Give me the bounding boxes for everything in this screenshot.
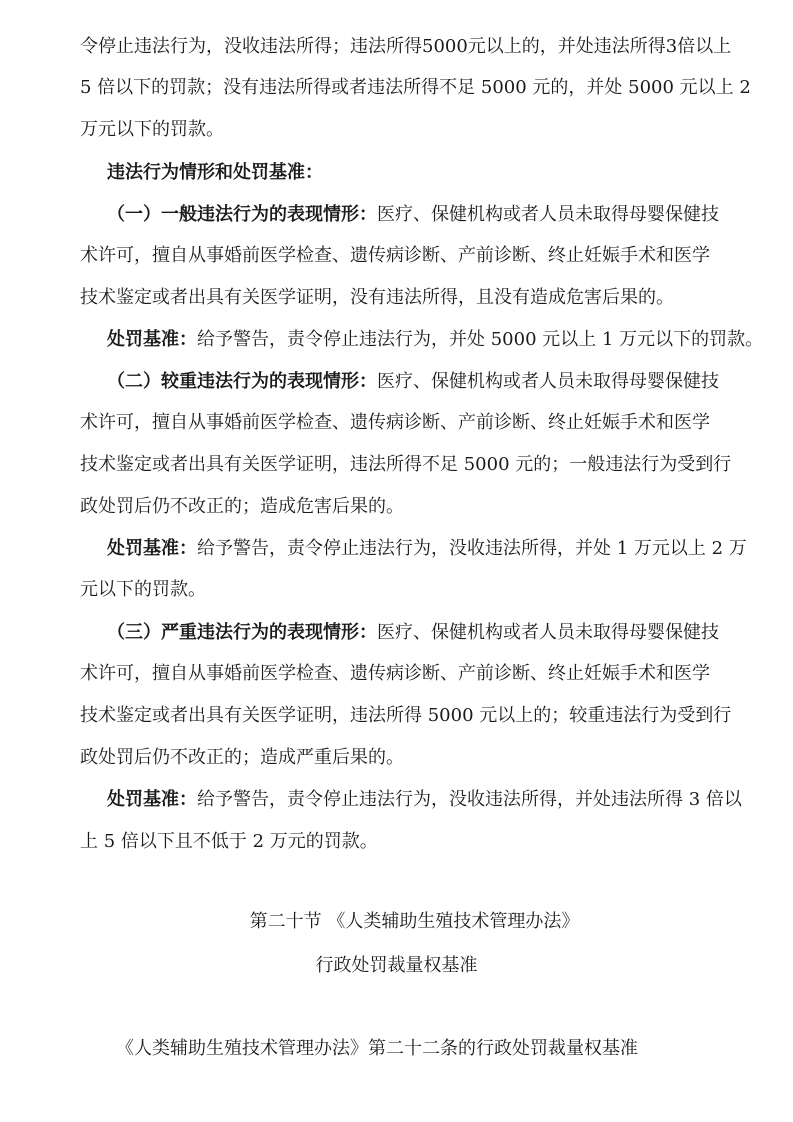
section-title-line2: 行政处罚裁量权基准 [315, 955, 478, 976]
case-severe-label: （三）严重违法行为的表现情形： [107, 622, 377, 643]
case-general-text: 医疗、保健机构或者人员未取得母婴保健技 [377, 204, 719, 225]
case-severe [107, 620, 747, 646]
section-title: 第二十节 《人类辅助生殖技术管理办法》 [249, 911, 580, 932]
penalty-severe [107, 787, 747, 813]
paragraph-line: 令停止违法行为，没收违法所得；违法所得5000元以上的，并处违法所得3倍以上 [80, 36, 732, 57]
penalty-general [107, 327, 764, 353]
section-subtitle: 《人类辅助生殖技术管理办法》第二十二条的行政处罚裁量权基准 [116, 1038, 638, 1059]
penalty-label: 处罚基准： [107, 538, 197, 559]
paragraph-line: 5 倍以下的罚款；没有违法所得或者违法所得不足 5000 元的，并处 5000 元以上 2 [80, 77, 751, 98]
paragraph-line: 技术鉴定或者出具有关医学证明，违法所得不足 5000 元的；一般违法行为受到行 [80, 454, 732, 475]
penalty-text: 给予警告，责令停止违法行为，并处 5000 元以上 1 万元以下的罚款。 [197, 329, 764, 350]
case-serious [107, 369, 747, 395]
paragraph-line: 术许可，擅自从事婚前医学检查、遗传病诊断、产前诊断、终止妊娠手术和医学 [80, 245, 710, 266]
paragraph-line: 术许可，擅自从事婚前医学检查、遗传病诊断、产前诊断、终止妊娠手术和医学 [80, 412, 710, 433]
penalty-text: 给予警告，责令停止违法行为，没收违法所得，并处 1 万元以上 2 万 [197, 538, 747, 559]
penalty-label: 处罚基准： [107, 789, 197, 810]
paragraph-line: 政处罚后仍不改正的；造成危害后果的。 [80, 496, 404, 517]
paragraph-line: 技术鉴定或者出具有关医学证明，违法所得 5000 元以上的；较重违法行为受到行 [80, 705, 732, 726]
case-serious-text: 医疗、保健机构或者人员未取得母婴保健技 [377, 371, 719, 392]
paragraph-line: 技术鉴定或者出具有关医学证明，没有违法所得，且没有造成危害后果的。 [80, 287, 674, 308]
penalty-text: 给予警告，责令停止违法行为，没收违法所得，并处违法所得 3 倍以 [197, 789, 742, 810]
penalty-label: 处罚基准： [107, 329, 197, 350]
case-general-label: （一）一般违法行为的表现情形： [107, 204, 377, 225]
paragraph-line: 元以下的罚款。 [80, 579, 206, 600]
paragraph-line: 政处罚后仍不改正的；造成严重后果的。 [80, 747, 404, 768]
case-general [107, 202, 747, 228]
penalty-serious [107, 536, 747, 562]
case-serious-label: （二）较重违法行为的表现情形： [107, 371, 377, 392]
paragraph-line: 术许可，擅自从事婚前医学检查、遗传病诊断、产前诊断、终止妊娠手术和医学 [80, 663, 710, 684]
paragraph-line: 万元以下的罚款。 [80, 119, 224, 140]
paragraph-line: 上 5 倍以下且不低于 2 万元的罚款。 [80, 831, 378, 852]
section-heading: 违法行为情形和处罚基准： [107, 162, 323, 183]
case-severe-text: 医疗、保健机构或者人员未取得母婴保健技 [377, 622, 719, 643]
